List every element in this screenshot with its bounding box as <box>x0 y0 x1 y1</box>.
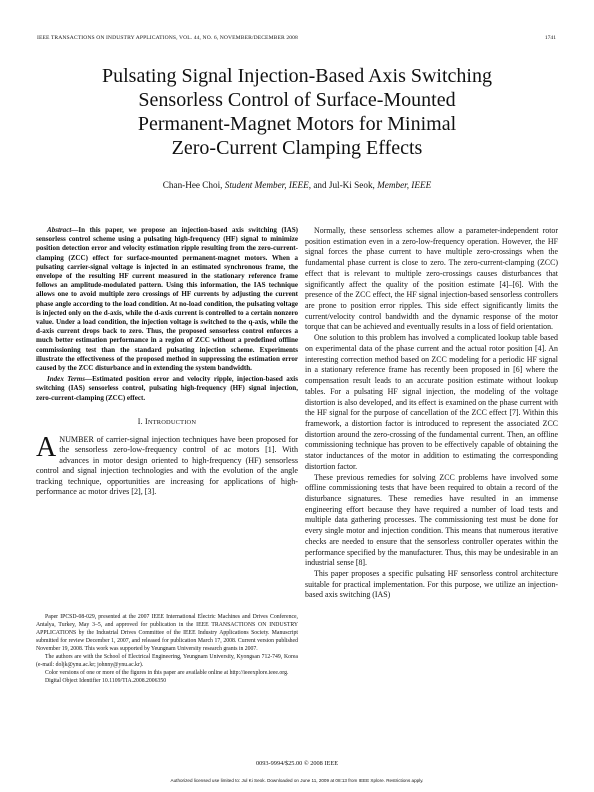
section-heading <box>36 417 298 428</box>
footnote: Digital Object Identifier 10.1109/TIA.2008.2006350 <box>45 677 167 684</box>
author-line <box>40 180 554 190</box>
author-name: Chan-Hee Choi, <box>162 180 223 190</box>
intro-text: NUMBER of carrier-signal injection techniques have been proposed for the sensorless zero-low-frequency control of ac motors [1]. With advances in motor design oriented to high-frequency (HF) sensorless control and signal injection technologies and with the evolution of the angle tracking technique, opportunities are increasing for applications of high-performance ac motor drives [2], [3]. <box>36 434 298 496</box>
abstract-lead: Abstract <box>47 226 72 234</box>
paper-title <box>40 64 554 160</box>
section-title-initial: I <box>145 416 148 426</box>
index-terms-lead: Index Terms <box>47 375 86 384</box>
title-line: Zero-Current Clamping Effects <box>171 137 423 159</box>
page-number: 1741 <box>544 35 556 41</box>
abstract <box>36 226 298 373</box>
footnote: Paper IPCSD-08-029, presented at the 2007 IEEE International Electric Machines and Drives Conference, Antalya, Turkey, May 3–5, and approved for publication in the IEEE TRANSACTIONS ON INDUSTRY APPLICATIONS by the Industrial Drives Committee of the IEEE Industry Applications Society. Manuscript submitted for review December 1, 2007, and released for publication March 17, 2008. Current version published November 19, 2008. This work was supported by Yeungnam University research grants in 2007. <box>36 614 298 652</box>
copyright-line: 0093-9994/$25.00 © 2008 IEEE <box>255 760 339 767</box>
section-title-rest: NTRODUCTION <box>147 418 197 426</box>
body-paragraph: This paper proposes a specific pulsating HF sensorless control architecture suitable for practical implementation. For this purpose, we utilize an injection-based axis switching (IAS) <box>305 569 558 600</box>
title-line: Permanent-Magnet Motors for Minimal <box>137 113 457 135</box>
author-conjunction: and <box>313 180 327 190</box>
title-line: Pulsating Signal Injection-Based Axis Switching <box>102 65 492 87</box>
author-role: Student Member, IEEE, <box>224 180 312 190</box>
index-terms-text: —Estimated position error and velocity ripple, injection-based axis switching (IAS) sensorless control, pulsating high-frequency (HF) signal injection, zero-current-clamping (ZCC) effect. <box>36 375 298 402</box>
footnotes <box>36 614 298 686</box>
right-column <box>305 226 558 601</box>
body-paragraph: These previous remedies for solving ZCC problems have involved some offline commissioning tests that have been required to obtain a record of the disturbance signatures. These remedies have resulted in an immense engineering effort because they have required a number of load tests and multiple data gathering processes. The commissioning test must be done for every single motor and injection condition. This means that numerous iterative checks are needed to ensure that the sensorless controller operates within the performance specified by the manufacturer. Thus, this may be undesirable in an industrial sense [8]. <box>305 472 558 568</box>
body-paragraph: Normally, these sensorless schemes allow a parameter-independent rotor position estimation even in a zero-low-frequency operation. However, the HF signal forces the phase current to have multiple zero-crossings when the fundamental phase current is close to zero. The zero-current-clamping (ZCC) effect that is relevant to multiple zero-crossings causes disturbances that significantly affect the quality of the position estimate [4]–[6]. With the presence of the ZCC effect, the HF signal injection-based sensorless controllers are prone to position error ripples. This side effect significantly limits the current/velocity control bandwidth and the dynamic response of the motor torque that can be achieved and eventually results in a loss of field orientation. <box>305 226 558 332</box>
license-footer: Authorized licensed use limited to: Jul Ki Seok. Downloaded on June 11, 2009 at 08:13 from IEEE Xplore. Restrictions apply. <box>170 778 424 783</box>
body-paragraph: One solution to this problem has involved a complicated lookup table based on experimental data of the phase current and the actual rotor position [4]. An interesting correction method based on ZCC modeling for a periodic HF signal in a stationary reference frame has recently been proposed in [6] where the compensation result leads to an accurate position estimate without lookup tables. For a pulsating HF signal injection, the modeling of the voltage distortion is also developed, and its effect is examined on the phase current with the HF signal for the purpose of cancellation of the ZCC effect [7]. Within this framework, a distortion factor is introduced to represent the associated ZCC distortion around the zero-crossing of the fundamental current. Then, an offline commissioning technique has proven to be effectively capable of obtaining the stator inductances of the motor in addition to estimating the corresponding distortion factor. <box>305 333 558 471</box>
drop-cap: A <box>36 431 57 463</box>
footnote: The authors are with the School of Electrical Engineering, Yeungnam University, Kyongsan 712-749, Korea (e-mail: doljk@ynu.ac.kr; johnny@ynu.ac.kr). <box>36 653 298 668</box>
intro-paragraph <box>36 431 298 497</box>
author-name: Jul-Ki Seok, <box>328 180 375 190</box>
abstract-text: —In this paper, we propose an injection-based axis switching (IAS) sensorless control scheme using a pulsating high-frequency (HF) signal to minimize position detection error and velocity estimation ripple resulting from the zero-current-clamping (ZCC) effect for surface-mounted permanent-magnet motors. When a pulsating carrier-signal voltage is injected in an estimated synchronous frame, the envelope of the resulting HF current measured in the stationary reference frame follows an amplitude-modulated pattern. Using this information, the IAS technique allows one to avoid multiple zero crossings of HF currents by adjusting the current phase angle according to the load condition. At no-load condition, the pulsating voltage is injected only on the d-axis, while the d-axis current is controlled to a certain nonzero value. Under a load condition, the injection voltage is switched to the q-axis, while the d-axis current drops back to zero. Thus, the proposed sensorless control enforces a much better estimation performance in a region of ZCC without a predefined offline commissioning test than the standard pulsating injection scheme. Experiments illustrate the effectiveness of the proposed method in suppressing the estimation error caused by the ZCC disturbance and in extending the system bandwidth. <box>36 226 298 373</box>
author-role: Member, IEEE <box>377 180 432 190</box>
section-numeral: I. <box>137 416 143 426</box>
index-terms <box>36 375 298 403</box>
footnote: Color versions of one or more of the figures in this paper are available online at http://ieeexplore.ieee.org. <box>45 669 289 676</box>
left-column <box>36 226 298 497</box>
running-header: IEEE TRANSACTIONS ON INDUSTRY APPLICATIONS, VOL. 44, NO. 6, NOVEMBER/DECEMBER 2008 <box>37 35 298 41</box>
title-line: Sensorless Control of Surface-Mounted <box>138 89 456 111</box>
